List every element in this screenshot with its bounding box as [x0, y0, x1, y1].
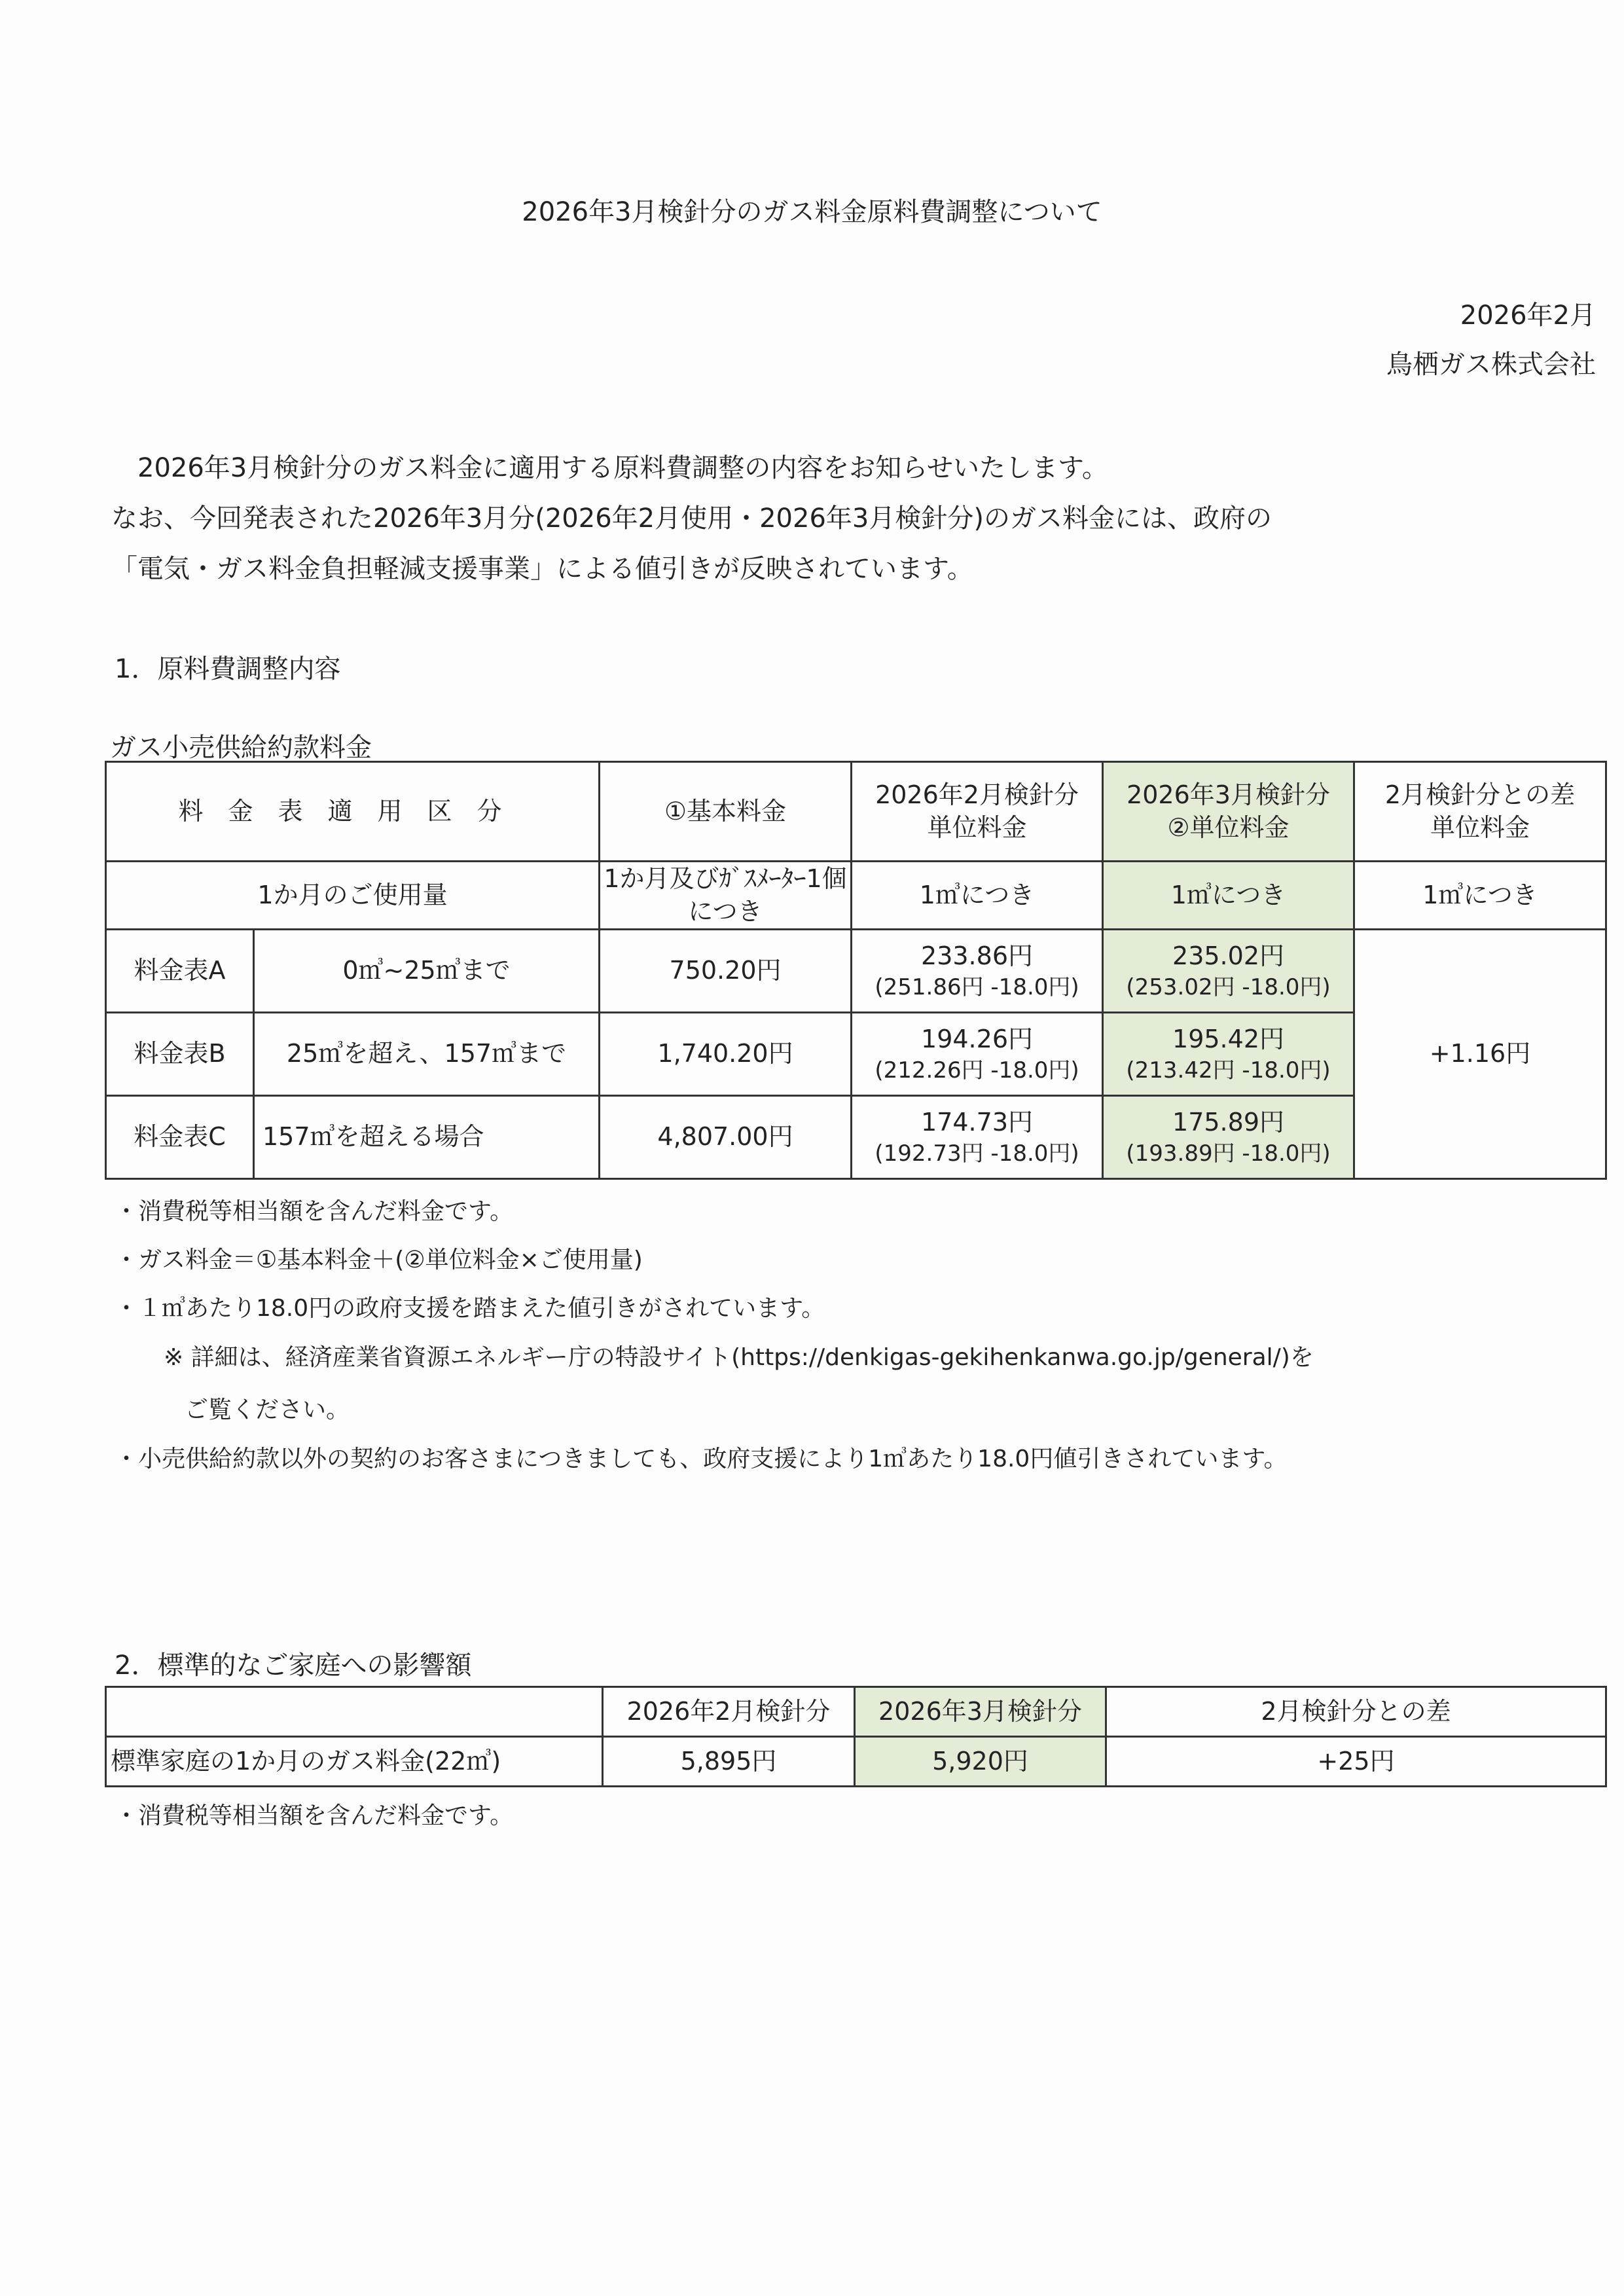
- impact-diff: +25円: [1106, 1737, 1606, 1787]
- company-name: 鳥栖ガス株式会社: [1386, 350, 1596, 380]
- row-a-basic: 750.20円: [600, 930, 852, 1013]
- row-b-feb: [852, 1013, 1103, 1096]
- row-a-feb-value: 233.86円: [921, 941, 1033, 971]
- impact-table: [105, 1686, 1607, 1787]
- impact-feb: 5,895円: [603, 1737, 855, 1787]
- row-b-feb-value: 194.26円: [921, 1025, 1033, 1054]
- note-detail: ※ 詳細は、経済産業省資源エネルギー庁の特設サイト(https://denkigas-gekihenkanwa.go.jp/general/)を: [164, 1344, 1314, 1371]
- table-row: [106, 1737, 1606, 1787]
- row-a-feb-detail: (251.86円 -18.0円): [875, 974, 1079, 1000]
- header-feb: [852, 762, 1103, 862]
- note-formula: ・ガス料金＝①基本料金＋(②単位料金×ご使用量): [115, 1247, 643, 1273]
- row-a-range: 0㎥~25㎥まで: [254, 930, 600, 1013]
- impact-mar: 5,920円: [855, 1737, 1106, 1787]
- header-category: 料金表適用区分: [106, 762, 600, 862]
- row-a-mar: [1103, 930, 1354, 1013]
- impact-header-mar: 2026年3月検針分: [855, 1687, 1106, 1737]
- subheader-feb-unit: 1㎥につき: [852, 862, 1103, 930]
- header-diff-line1: 2月検針分との差: [1384, 780, 1576, 810]
- row-b-feb-detail: (212.26円 -18.0円): [875, 1057, 1079, 1084]
- header-basic-fee: ①基本料金: [600, 762, 852, 862]
- row-b-mar: [1103, 1013, 1354, 1096]
- row-b-basic: 1,740.20円: [600, 1013, 852, 1096]
- row-a-feb: [852, 930, 1103, 1013]
- note-detail-cont: ご覧ください。: [185, 1396, 350, 1423]
- row-b-range: 25㎥を超え、157㎥まで: [254, 1013, 600, 1096]
- issue-date: 2026年2月: [1460, 301, 1596, 331]
- subheader-usage: 1か月のご使用量: [106, 862, 600, 930]
- row-c-range: 157㎥を超える場合: [254, 1096, 600, 1179]
- intro-paragraph-3: 「電気・ガス料金負担軽減支援事業」による値引きが反映されています。: [111, 554, 973, 584]
- header-diff-line2: 単位料金: [1430, 812, 1530, 842]
- row-c-mar-detail: (193.89円 -18.0円): [1126, 1140, 1331, 1167]
- section-2-heading: 2．標準的なご家庭への影響額: [115, 1650, 472, 1681]
- impact-header-diff: 2月検針分との差: [1106, 1687, 1606, 1737]
- diff-value: +1.16円: [1354, 930, 1606, 1179]
- header-mar-line2: ②単位料金: [1167, 812, 1290, 842]
- subheader-basic-unit: 1か月及びｶﾞｽﾒｰﾀｰ1個につき: [600, 862, 852, 930]
- impact-row-label: 標準家庭の1か月のガス料金(22㎥): [106, 1737, 603, 1787]
- header-feb-line2: 単位料金: [927, 812, 1027, 842]
- header-feb-line1: 2026年2月検針分: [875, 780, 1079, 810]
- row-c-feb-value: 174.73円: [921, 1108, 1033, 1137]
- note-subsidy: ・１㎥あたり18.0円の政府支援を踏まえた値引きがされています。: [115, 1295, 825, 1322]
- note-tax: ・消費税等相当額を含んだ料金です。: [115, 1198, 514, 1225]
- section-1-heading: 1．原料費調整内容: [115, 654, 341, 684]
- row-b-mar-detail: (213.42円 -18.0円): [1126, 1057, 1331, 1084]
- row-b-mar-value: 195.42円: [1172, 1025, 1284, 1054]
- header-mar: [1103, 762, 1354, 862]
- table-caption: ガス小売供給約款料金: [110, 733, 372, 763]
- row-c-name: 料金表C: [106, 1096, 254, 1179]
- document-title: 2026年3月検針分のガス料金原料費調整について: [522, 197, 1102, 227]
- intro-paragraph-2: なお、今回発表された2026年3月分(2026年2月使用・2026年3月検針分)のガス料金には、政府の: [111, 503, 1272, 534]
- impact-header-blank: [106, 1687, 603, 1737]
- subheader-diff-unit: 1㎥につき: [1354, 862, 1606, 930]
- intro-paragraph-1: 2026年3月検針分のガス料金に適用する原料費調整の内容をお知らせいたします。: [137, 453, 1108, 483]
- impact-header-feb: 2026年2月検針分: [603, 1687, 855, 1737]
- row-c-feb-detail: (192.73円 -18.0円): [875, 1140, 1079, 1167]
- table-row: [106, 930, 1606, 1013]
- note-impact-tax: ・消費税等相当額を含んだ料金です。: [115, 1802, 514, 1829]
- rate-table: [105, 761, 1607, 1180]
- row-b-name: 料金表B: [106, 1013, 254, 1096]
- row-c-basic: 4,807.00円: [600, 1096, 852, 1179]
- row-c-mar-value: 175.89円: [1172, 1108, 1284, 1137]
- row-a-name: 料金表A: [106, 930, 254, 1013]
- row-c-mar: [1103, 1096, 1354, 1179]
- row-c-feb: [852, 1096, 1103, 1179]
- note-other-contracts: ・小売供給約款以外の契約のお客さまにつきましても、政府支援により1㎥あたり18.0円値引きされています。: [115, 1446, 1288, 1472]
- header-mar-line1: 2026年3月検針分: [1127, 780, 1330, 810]
- subheader-mar-unit: 1㎥につき: [1103, 862, 1354, 930]
- row-a-mar-value: 235.02円: [1172, 941, 1284, 971]
- header-diff: [1354, 762, 1606, 862]
- row-a-mar-detail: (253.02円 -18.0円): [1126, 974, 1331, 1000]
